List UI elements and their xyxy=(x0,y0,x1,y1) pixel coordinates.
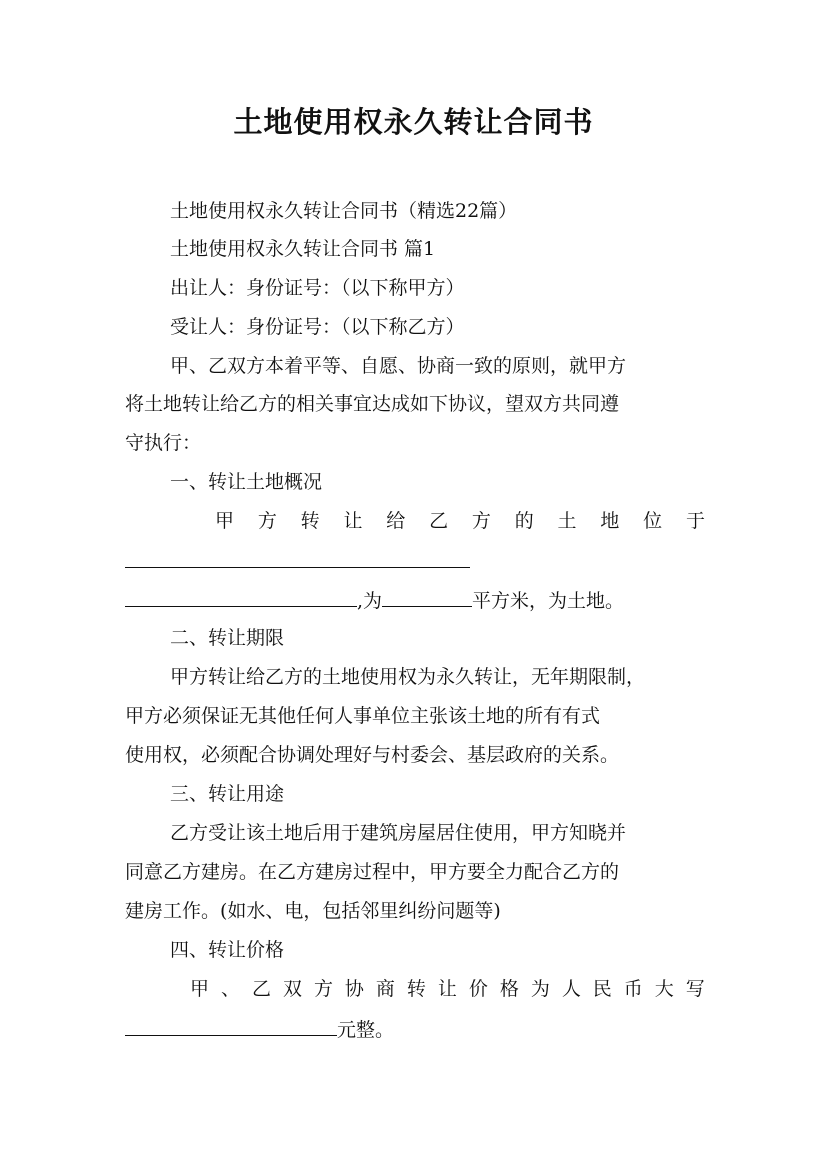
spread-char: 给 xyxy=(386,510,406,532)
paragraph-with-blanks xyxy=(125,1013,705,1045)
paragraph: 受让人：身份证号：（以下称乙方） xyxy=(170,316,465,338)
document-title: 土地使用权永久转让合同书 xyxy=(233,105,594,139)
blank-line xyxy=(125,545,705,577)
paragraph: 甲方必须保证无其他任何人事单位主张该土地的所有有式 xyxy=(125,705,601,727)
text-fragment: ,为 xyxy=(357,590,383,612)
spread-char: 、 xyxy=(220,978,240,1000)
spread-char: 方 xyxy=(257,510,277,532)
text-fragment: 平方米，为土地。 xyxy=(472,590,625,612)
spread-char: 的 xyxy=(514,510,534,532)
spread-char: 方 xyxy=(313,978,333,1000)
fill-in-blank xyxy=(382,584,472,607)
spread-char: 于 xyxy=(685,510,705,532)
paragraph: 守执行： xyxy=(125,432,202,454)
paragraph: 乙方受让该土地后用于建筑房屋居住使用，甲方知晓并 xyxy=(170,822,627,844)
spread-char: 转 xyxy=(406,978,426,1000)
spread-char: 方 xyxy=(471,510,491,532)
spread-char: 甲 xyxy=(215,510,235,532)
spread-char: 转 xyxy=(300,510,320,532)
paragraph: 同意乙方建房。在乙方建房过程中，甲方要全力配合乙方的 xyxy=(125,861,620,883)
section-heading: 一、转让土地概况 xyxy=(170,471,323,493)
paragraph: 建房工作。(如水、电，包括邻里纠纷问题等) xyxy=(125,900,501,922)
spread-char: 土 xyxy=(557,510,577,532)
spread-char: 位 xyxy=(643,510,663,532)
spread-char: 币 xyxy=(623,978,643,1000)
paragraph: 甲方转让给乙方的土地使用权为永久转让，无年期限制， xyxy=(170,666,646,688)
spread-char: 让 xyxy=(343,510,363,532)
paragraph-with-blanks xyxy=(125,584,705,616)
spread-char: 民 xyxy=(592,978,612,1000)
section-heading: 四、转让价格 xyxy=(170,939,285,961)
spread-char: 人 xyxy=(561,978,581,1000)
spread-char: 价 xyxy=(468,978,488,1000)
fill-in-blank xyxy=(125,545,470,568)
paragraph: 甲、乙双方本着平等、自愿、协商一致的原则，就甲方 xyxy=(170,355,627,377)
spread-char: 乙 xyxy=(429,510,449,532)
spread-char: 让 xyxy=(437,978,457,1000)
section-heading: 三、转让用途 xyxy=(170,783,285,805)
paragraph: 土地使用权永久转让合同书 篇1 xyxy=(170,238,436,260)
spread-char: 地 xyxy=(600,510,620,532)
spread-char: 协 xyxy=(344,978,364,1000)
paragraph: 土地使用权永久转让合同书（精选22篇） xyxy=(170,200,518,222)
paragraph: 使用权，必须配合协调处理好与村委会、基层政府的关系。 xyxy=(125,744,620,766)
spread-char: 乙 xyxy=(251,978,271,1000)
paragraph: 将土地转让给乙方的相关事宜达成如下协议，望双方共同遵 xyxy=(125,393,620,415)
spread-text-line xyxy=(215,506,705,536)
spread-char: 大 xyxy=(654,978,674,1000)
spread-char: 商 xyxy=(375,978,395,1000)
paragraph: 出让人：身份证号：（以下称甲方） xyxy=(170,277,465,299)
section-heading: 二、转让期限 xyxy=(170,627,285,649)
spread-char: 甲 xyxy=(190,978,210,1000)
spread-text-line xyxy=(190,974,705,1004)
spread-char: 格 xyxy=(499,978,519,1000)
fill-in-blank xyxy=(125,584,357,607)
spread-char: 双 xyxy=(282,978,302,1000)
spread-char: 为 xyxy=(530,978,550,1000)
spread-char: 写 xyxy=(685,978,705,1000)
text-fragment: 元整。 xyxy=(337,1019,395,1041)
fill-in-blank xyxy=(125,1013,337,1036)
